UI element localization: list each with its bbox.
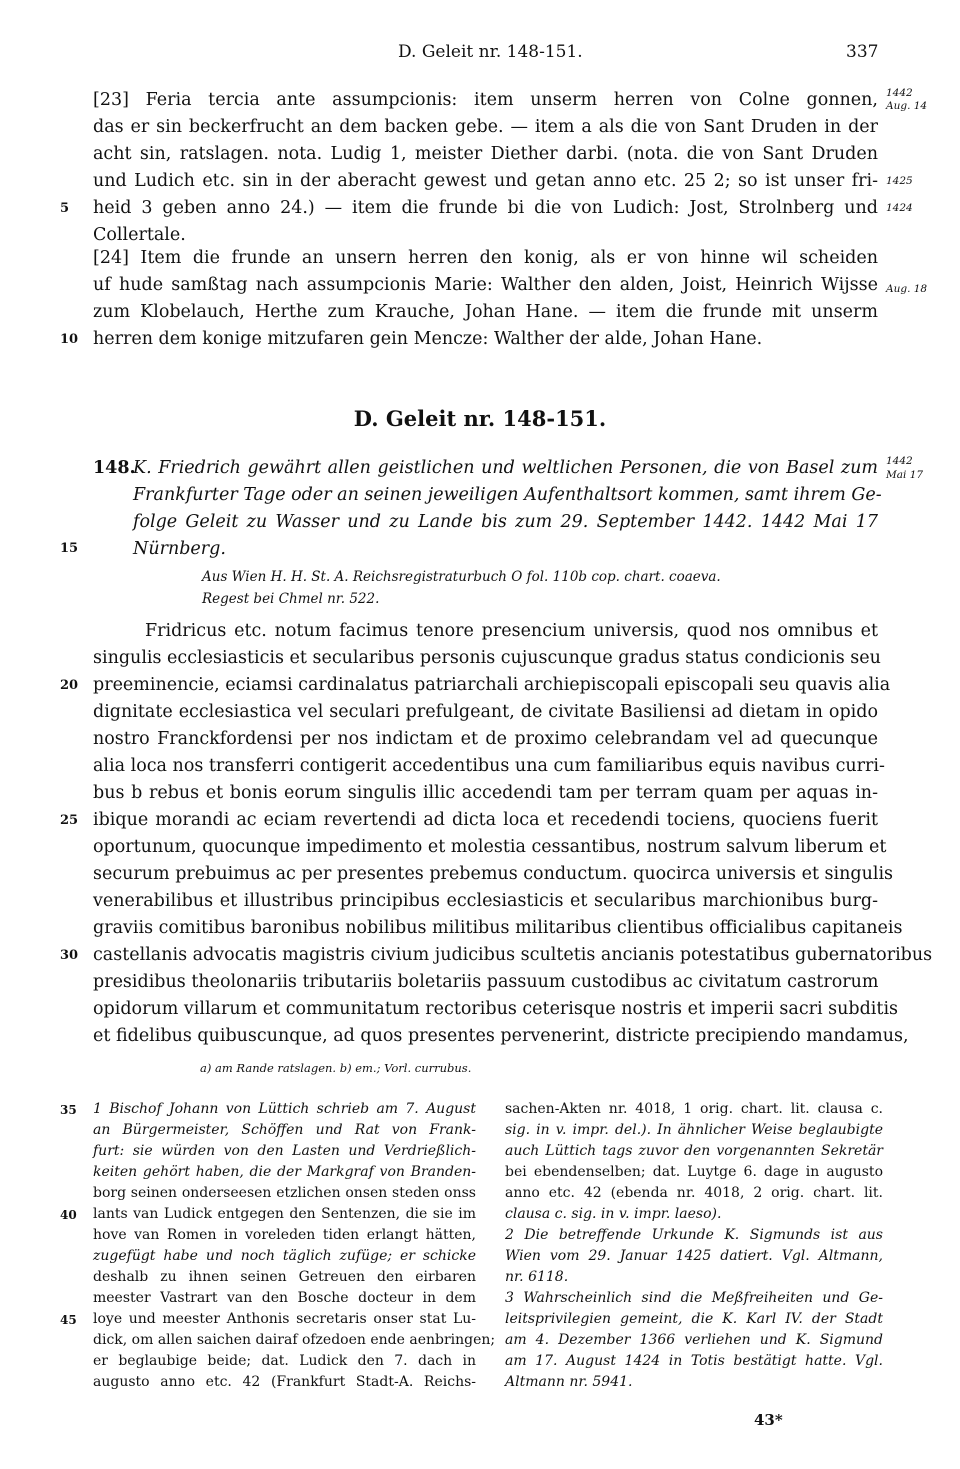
entry24-line: [24] Item die frunde an unsern herren den konig, als er von hinne wil scheiden — [93, 248, 878, 268]
footnote-line: Altmann nr. 5941. — [505, 1374, 633, 1390]
page-number: 337 — [846, 42, 879, 62]
entry23-line: acht sin, ratslagen. nota. Ludig 1, meister Diether darbi. (nota. die von Sant Druden — [93, 144, 878, 164]
apparatus-note: a) am Rande ratslagen. b) em.; Vorl. currubus. — [200, 1061, 472, 1075]
source-note: Aus Wien H. H. St. A. Reichsregistraturbuch O fol. 110b cop. chart. coaeva. — [202, 569, 721, 585]
footnote-line: deshalb zu ihnen seinen Getreuen den eirbaren — [93, 1269, 476, 1285]
footnote-line: auch Lüttich tags zuvor den vorgenannten Sekretär — [505, 1143, 883, 1159]
footnote-line: clausa c. sig. in v. impr. laeso). — [505, 1206, 722, 1222]
footnote-line: bei ebendenselben; dat. Luytge 6. dage in augusto — [505, 1164, 883, 1180]
entry23-line: heid 3 geben anno 24.) — item die frunde bi die von Ludich: Jost, Strolnberg und — [93, 198, 878, 218]
entry23-line: und Ludich etc. sin in der aberacht gewest und getan anno etc. 25 2; so ist unser fri- — [93, 171, 878, 191]
footnote-line: an Bürgermeister, Schöffen und Rat von Frank- — [93, 1122, 476, 1138]
document-number: 148. — [93, 458, 136, 478]
summary-line: Nürnberg. — [133, 539, 226, 559]
footnote-line: hove van Romen in voreleden tiden erlangt hätten, — [93, 1227, 476, 1243]
line-number: 25 — [60, 813, 79, 828]
body-line: singulis ecclesiasticis et secularibus personis cujuscunque gradus status condicionis seu — [93, 648, 881, 668]
footnote-line: furt: sie würden von den Lasten und Verdrießlich- — [93, 1143, 476, 1159]
entry23-line: das er sin beckerfrucht an dem backen gebe. — item a als die von Sant Druden in der — [93, 117, 878, 137]
line-number: 5 — [60, 201, 70, 216]
footnote-line: loye und meester Anthonis secretaris onser stat Lu- — [93, 1311, 476, 1327]
footnote-line: dick, om allen saichen dairaf ofzedoen ende aenbringen; — [93, 1332, 496, 1348]
body-line: alia loca nos transferri contigerit accedentibus una cum familiaribus equis navibus curri- — [93, 756, 885, 776]
footnote-line: 1 Bischof Johann von Lüttich schrieb am 7. August — [93, 1101, 476, 1117]
footnote-line: keiten gehört haben, die der Markgraf von Branden- — [93, 1164, 476, 1180]
line-number: 45 — [60, 1313, 77, 1327]
footnote-line: sig. in v. impr. del.). In ähnlicher Weise beglaubigte — [505, 1122, 883, 1138]
body-line: et fidelibus quibuscunque, ad quos presentes pervenerint, districte precipiendo mandamus, — [93, 1026, 909, 1046]
running-title: D. Geleit nr. 148-151. — [398, 42, 583, 62]
body-line: venerabilibus et illustribus principibus ecclesiasticis et secularibus marchionibus burg- — [93, 891, 878, 911]
footnote-line: 2 Die betreffende Urkunde K. Sigmunds ist aus — [505, 1227, 883, 1243]
line-number: 35 — [60, 1103, 77, 1117]
summary-line: K. Friedrich gewährt allen geistlichen und weltlichen Personen, die von Basel zum — [133, 458, 878, 478]
line-number: 10 — [60, 332, 79, 347]
footnote-line: sachen-Akten nr. 4018, 1 orig. chart. lit. clausa c. — [505, 1101, 883, 1117]
body-line: graviis comitibus baronibus nobilibus militibus militaribus clientibus officialibus capitaneis — [93, 918, 903, 938]
body-line: presidibus theolonariis tributariis boletariis passuum custodibus ac civitatum castrorum — [93, 972, 879, 992]
footnote-line: Wien vom 29. Januar 1425 datiert. Vgl. Altmann, — [505, 1248, 883, 1264]
signature-mark: 43* — [754, 1411, 783, 1429]
body-line: oportunum, quocunque impedimento et molestia cessantibus, nostrum salvum liberum et — [93, 837, 887, 857]
footnote-line: borg seinen onderseesen etzlichen onsen steden onss — [93, 1185, 476, 1201]
entry24-line: zum Klobelauch, Herthe zum Krauche, Johan Hane. — item die frunde mit unserm — [93, 302, 878, 322]
footnote-line: am 4. Dezember 1366 verliehen und K. Sigmund — [505, 1332, 883, 1348]
footnote-line: meester Vastrart van den Bosche docteur in dem — [93, 1290, 476, 1306]
margin-date: 1442 — [886, 455, 913, 467]
body-line: opidorum villarum et communitatum rectoribus ceterisque nostris et imperii sacri subditis — [93, 999, 899, 1019]
footnote-line: er beglaubige beide; dat. Ludick den 7. dach in — [93, 1353, 476, 1369]
summary-line: Frankfurter Tage oder an seinen jeweiligen Aufenthaltsort kommen, samt ihrem Ge- — [133, 485, 882, 505]
line-number: 20 — [60, 678, 79, 693]
entry24-line: uf hude samßtag nach assumpcionis Marie: Walther den alden, Joist, Heinrich Wijsse — [93, 275, 878, 295]
entry23-line: [23] Feria tercia ante assumpcionis: item unserm herren von Colne gonnen, — [93, 90, 878, 110]
margin-date: 1442 — [886, 87, 913, 99]
footnote-line: am 17. August 1424 in Totis bestätigt hatte. Vgl. — [505, 1353, 883, 1369]
entry24-line: herren dem konige mitzufaren gein Mencze: Walther der alde, Johan Hane. — [93, 329, 763, 349]
regest-note: Regest bei Chmel nr. 522. — [202, 591, 380, 607]
footnote-line: augusto anno etc. 42 (Frankfurt Stadt-A. Reichs- — [93, 1374, 476, 1390]
margin-date: Mai 17 — [886, 469, 924, 481]
line-number: 40 — [60, 1208, 77, 1222]
footnote-line: zugefügt habe und noch täglich zufüge; er schicke — [93, 1248, 476, 1264]
footnote-line: leitsprivilegien gemeint, die K. Karl IV. der Stadt — [505, 1311, 883, 1327]
footnote-line: anno etc. 42 (ebenda nr. 4018, 2 orig. chart. lit. — [505, 1185, 883, 1201]
summary-line: folge Geleit zu Wasser und zu Lande bis zum 29. September 1442. 1442 Mai 17 — [133, 512, 878, 532]
margin-date: 1424 — [886, 202, 913, 214]
margin-date: 1425 — [886, 175, 913, 187]
footnote-line: lants van Ludick entgegen den Sentenzen, die sie im — [93, 1206, 476, 1222]
body-line: bus b rebus et bonis eorum singulis illic accedendi tam per terram quam per aquas in- — [93, 783, 878, 803]
body-line: dignitate ecclesiastica vel seculari prefulgeant, de civitate Basiliensi ad dietam in opido — [93, 702, 878, 722]
body-line: castellanis advocatis magistris civium judicibus scultetis ancianis potestatibus gubernatoribus — [93, 945, 933, 965]
footnote-line: 3 Wahrscheinlich sind die Meßfreiheiten und Ge- — [505, 1290, 883, 1306]
body-line: nostro Franckfordensi per nos indictam et de proximo celebrandam vel ad quecunque — [93, 729, 878, 749]
body-line: Fridricus etc. notum facimus tenore presencium universis, quod nos omnibus et — [145, 621, 878, 641]
body-line: securum prebuimus ac per presentes prebemus conductum. quocirca universis et singulis — [93, 864, 894, 884]
section-title: D. Geleit nr. 148-151. — [353, 406, 607, 431]
line-number: 30 — [60, 948, 79, 963]
body-line: preeminencie, eciamsi cardinalatus patriarchali archiepiscopali episcopali seu quavis alia — [93, 675, 891, 695]
margin-date: Aug. 18 — [886, 283, 928, 295]
line-number: 15 — [60, 541, 79, 556]
body-line: ibique morandi ac eciam revertendi ad dicta loca et recedendi tociens, quociens fuerit — [93, 810, 878, 830]
footnote-line: nr. 6118. — [505, 1269, 569, 1285]
margin-date: Aug. 14 — [886, 100, 928, 112]
entry23-line: Collertale. — [93, 225, 186, 245]
